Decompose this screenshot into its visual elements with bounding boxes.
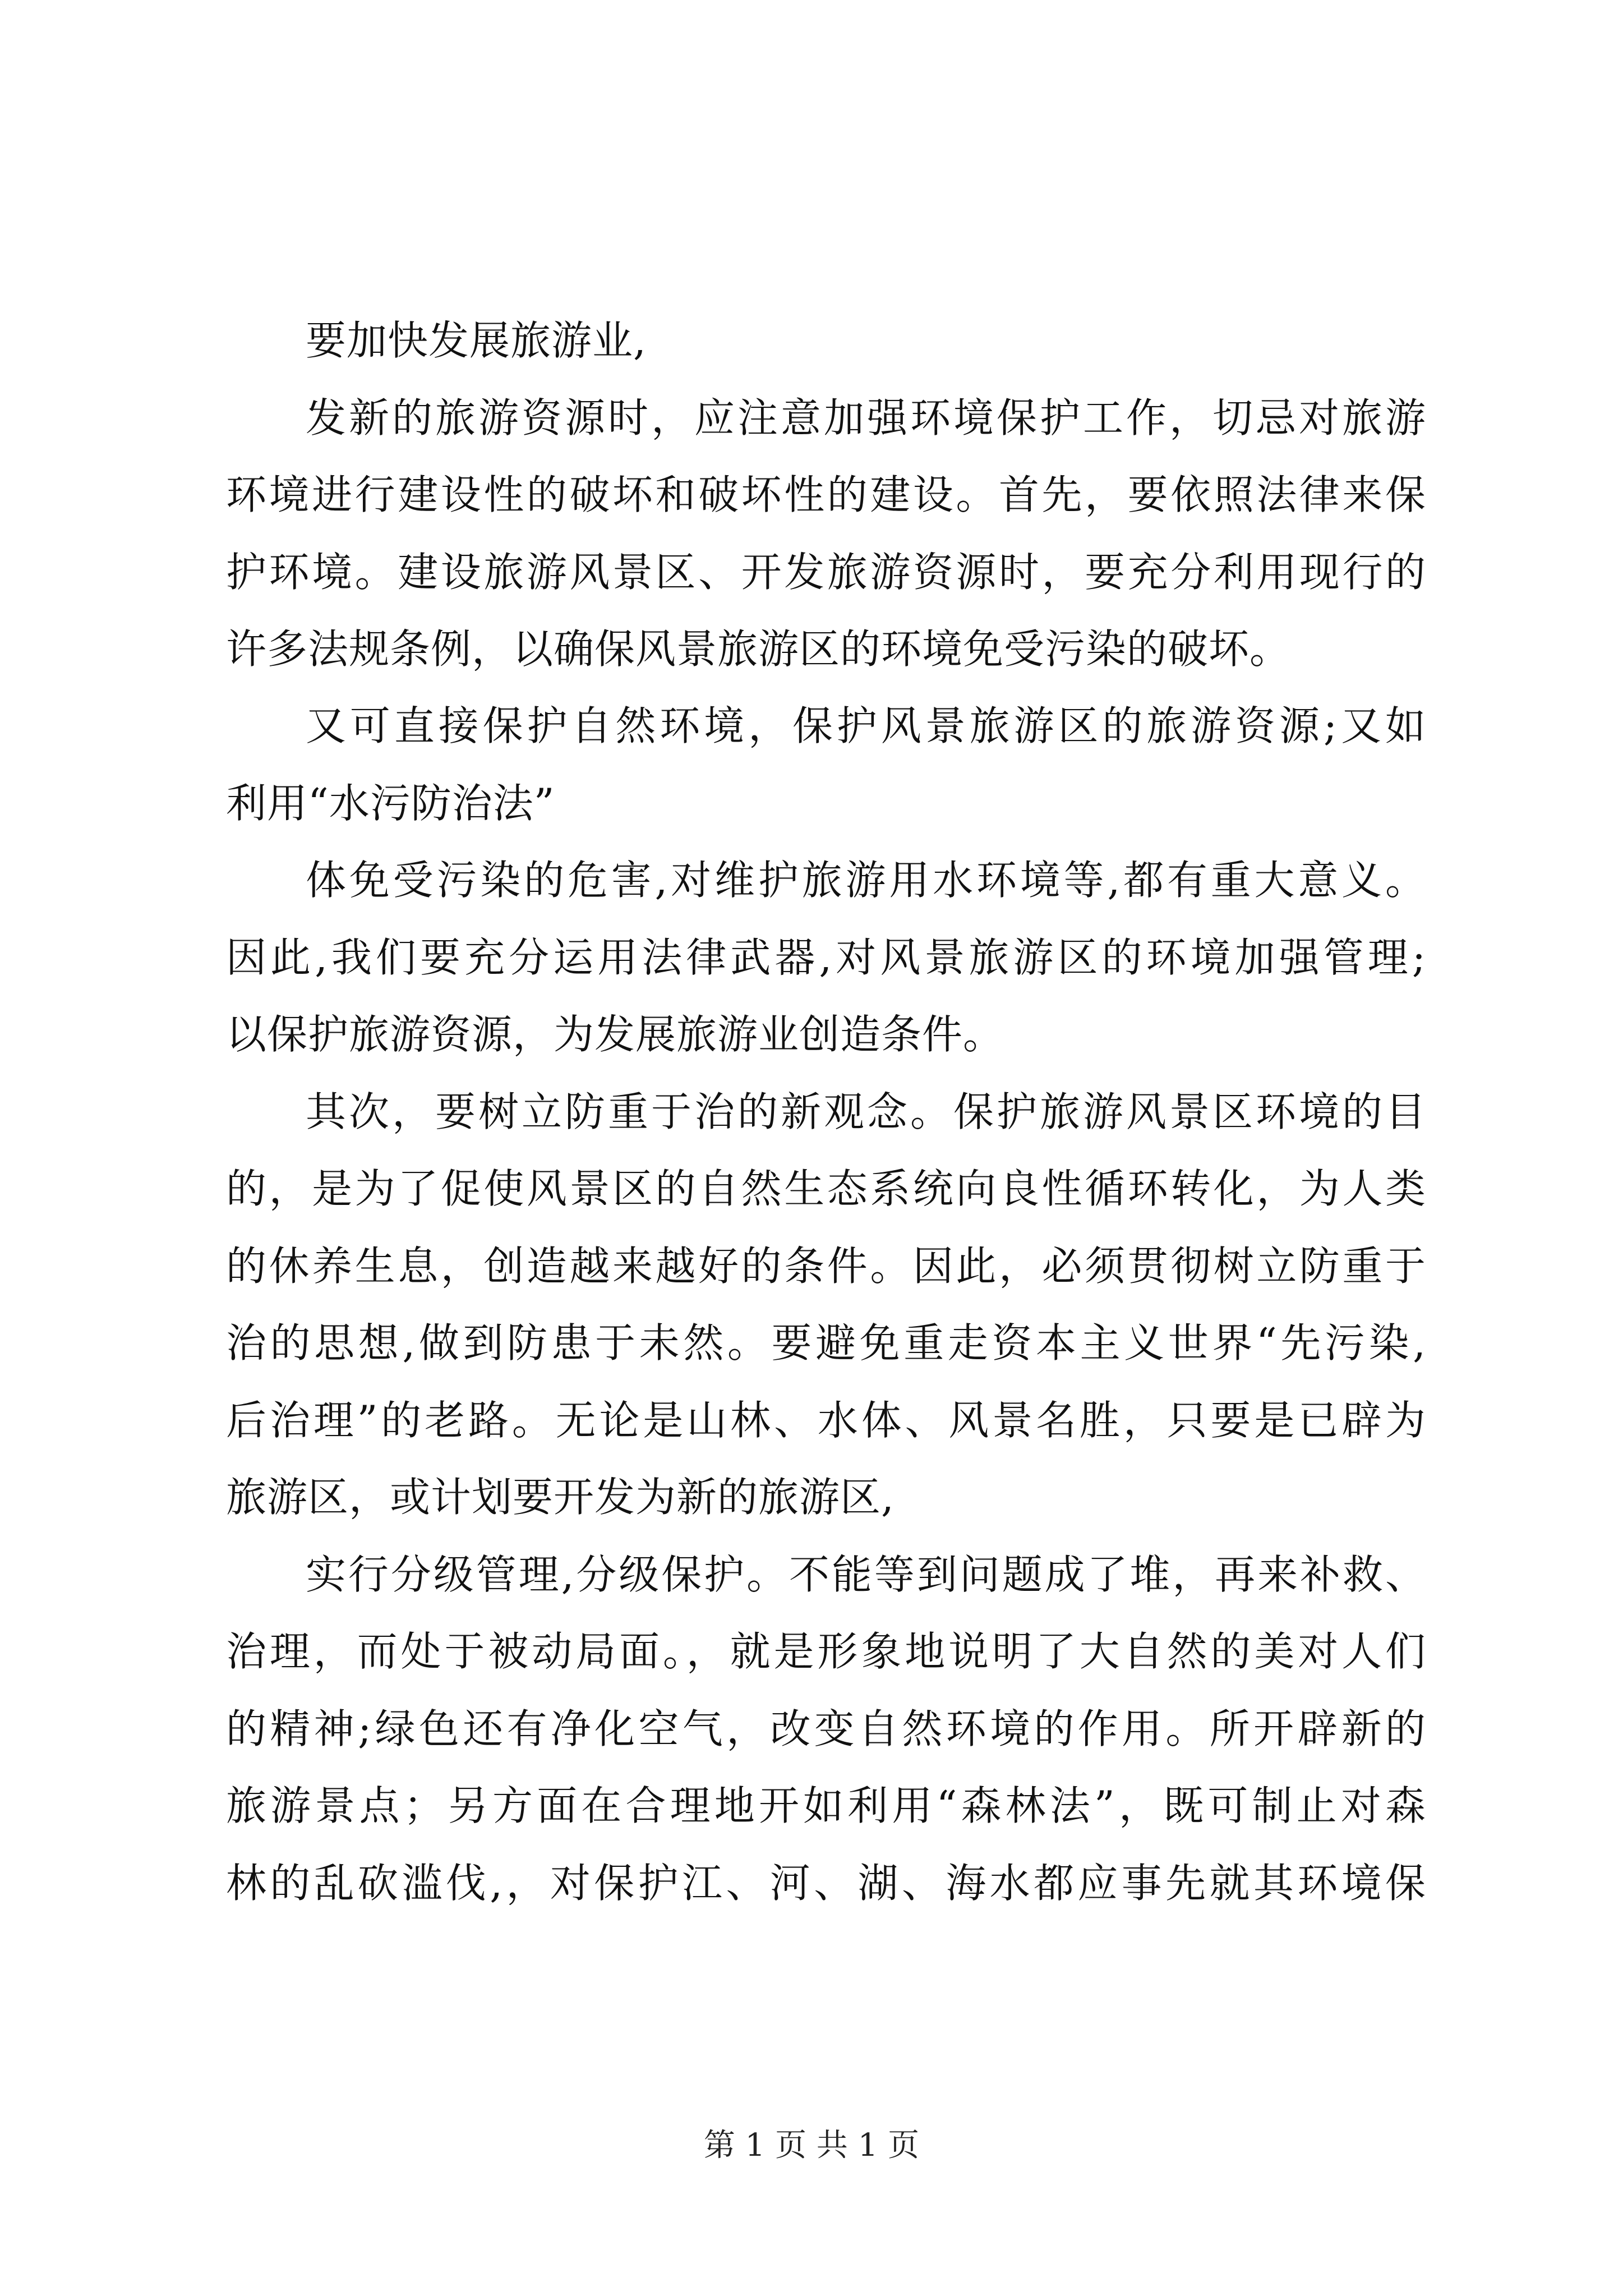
text-line: 环境进行建设性的破坏和破坏性的建设。首先，要依照法律来保 (226, 471, 1426, 518)
text-line: 的休养生息，创造越来越好的条件。因此，必须贯彻树立防重于 (226, 1243, 1426, 1290)
text-line: 许多法规条例，以确保风景旅游区的环境免受污染的破坏。 (226, 625, 1291, 673)
page-number-footer: 第 1 页 共 1 页 (703, 2127, 920, 2164)
text-line: 因此,我们要充分运用法律武器,对风景旅游区的环境加强管理; (226, 934, 1426, 981)
text-line: 旅游景点；另方面在合理地开如利用“森林法”，既可制止对森 (226, 1782, 1426, 1829)
text-line: 体免受污染的危害,对维护旅游用水环境等,都有重大意义。 (306, 857, 1426, 904)
text-line: 利用“水污防治法” (226, 780, 555, 827)
text-line: 治理，而处于被动局面。，就是形象地说明了大自然的美对人们 (226, 1628, 1426, 1675)
text-line: 护环境。建设旅游风景区、开发旅游资源时，要充分利用现行的 (226, 549, 1426, 596)
text-line: 发新的旅游资源时，应注意加强环境保护工作，切忌对旅游 (306, 394, 1426, 441)
text-line: 治的思想,做到防患于未然。要避免重走资本主义世界“先污染, (226, 1319, 1426, 1366)
text-line: 其次，要树立防重于治的新观念。保护旅游风景区环境的目 (306, 1088, 1426, 1135)
text-line: 林的乱砍滥伐,，对保护江、河、湖、海水都应事先就其环境保 (226, 1860, 1426, 1907)
text-line: 的，是为了促使风景区的自然生态系统向良性循环转化，为人类 (226, 1165, 1426, 1212)
text-line: 后治理”的老路。无论是山林、水体、风景名胜，只要是已辟为 (226, 1397, 1426, 1444)
text-line: 实行分级管理,分级保护。不能等到问题成了堆，再来补救、 (306, 1551, 1426, 1598)
text-line: 要加快发展旅游业, (306, 317, 647, 364)
text-line: 以保护旅游资源，为发展旅游业创造条件。 (226, 1011, 1004, 1058)
text-line: 旅游区，或计划要开发为新的旅游区, (226, 1474, 895, 1521)
text-line: 又可直接保护自然环境，保护风景旅游区的旅游资源;又如 (306, 702, 1426, 749)
text-line: 的精神;绿色还有净化空气，改变自然环境的作用。所开辟新的 (226, 1705, 1426, 1752)
